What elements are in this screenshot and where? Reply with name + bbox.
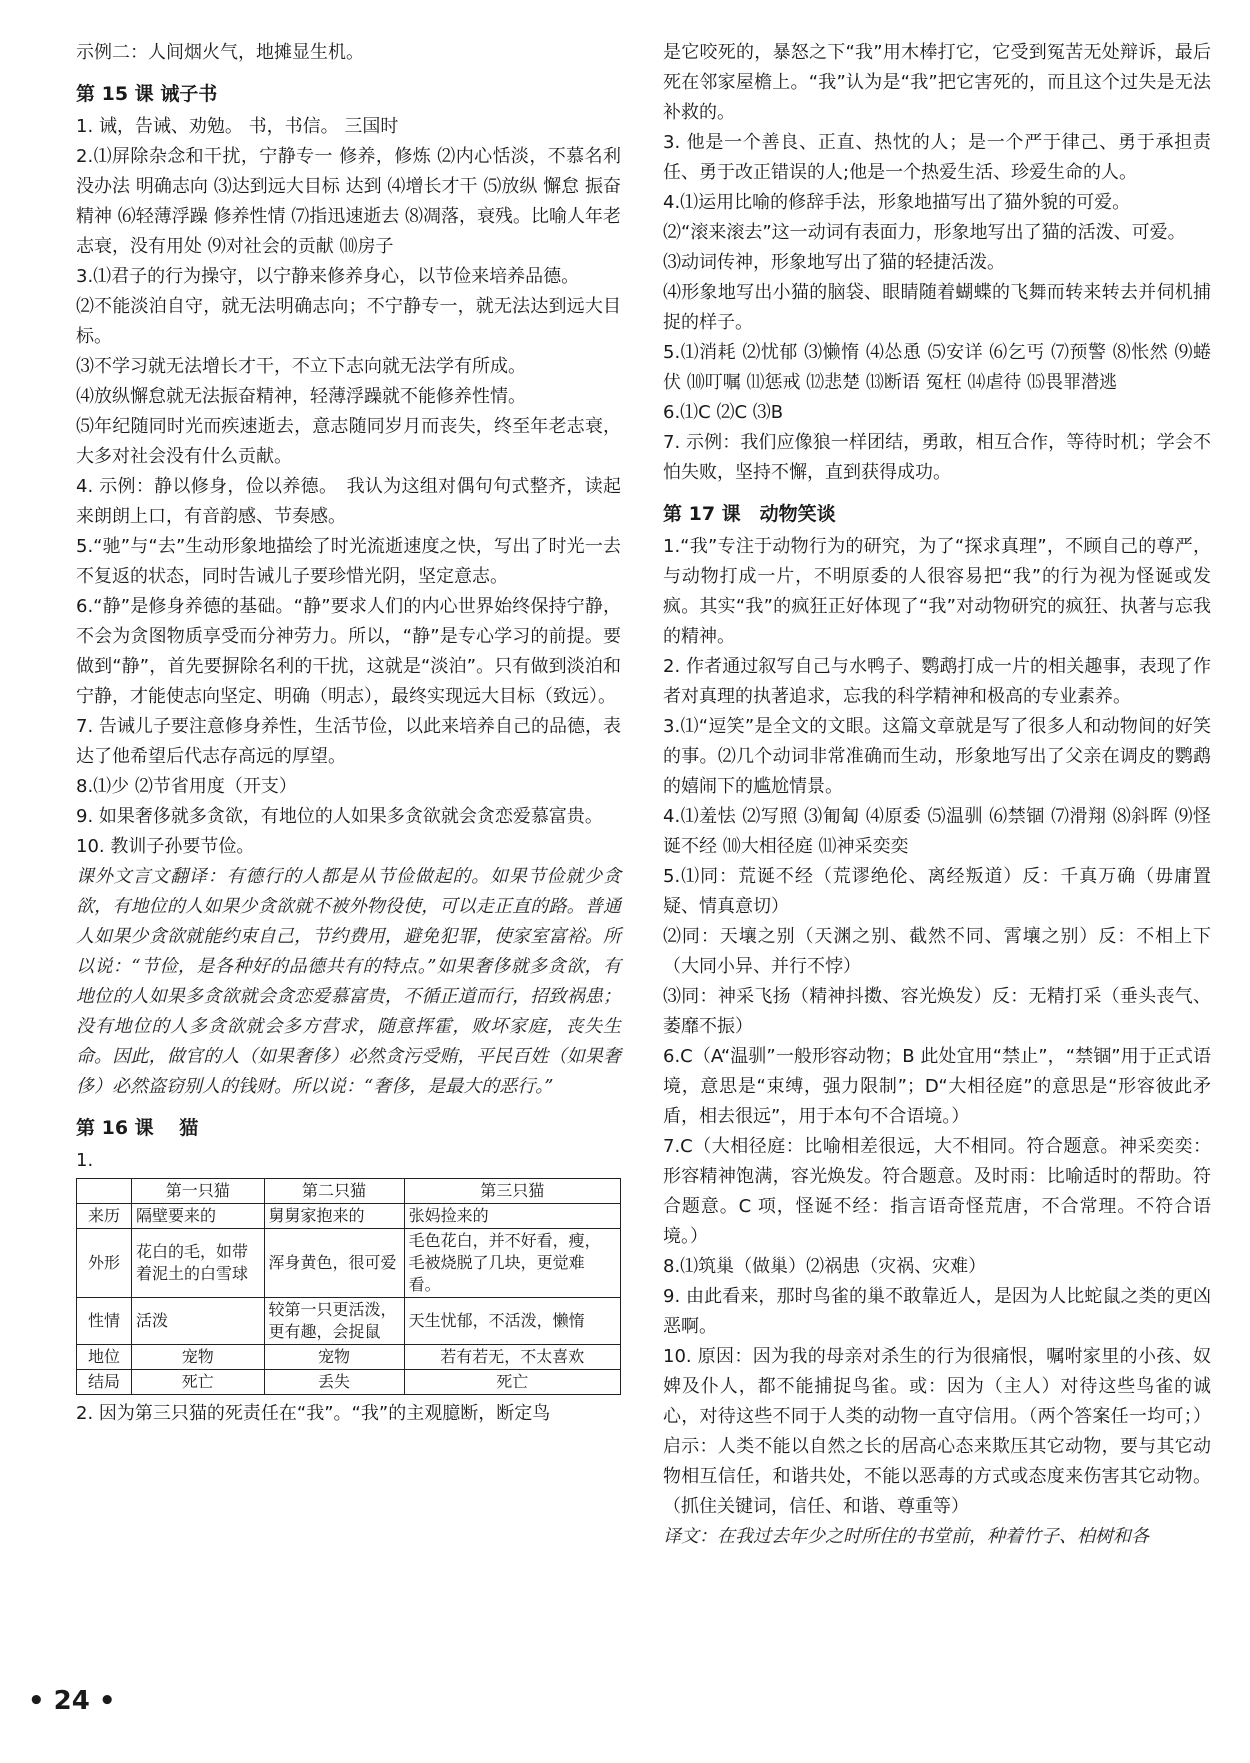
table-cell: 毛色花白，并不好看，瘦，毛被烧脱了几块，更觉难看。 xyxy=(404,1229,620,1298)
answer: 7.C（大相径庭：比喻相差很远，大不相同。符合题意。神采奕奕：形容精神饱满，容光焕发。符合题意。及时雨：比喻适时的帮助。符合题意。C 项，怪诞不经：指言语奇怪荒唐，不合常理。不符合语境。） xyxy=(663,1136,1211,1247)
table-cell: 较第一只更活泼，更有趣，会捉鼠 xyxy=(264,1298,404,1345)
answer: 6.C（A“温驯”一般形容动物；B 此处宜用“禁止”，“禁锢”用于正式语境，意思是“束缚，强力限制”；D“大相径庭”的意思是“形容彼此矛盾，相去很远”，用于本句不合语境。） xyxy=(663,1046,1211,1127)
answer: ⑸年纪随同时光而疾速逝去，意志随同岁月而丧失，终至年老志衰，大多对社会没有什么贡献。 xyxy=(76,416,621,467)
table-header: 第三只猫 xyxy=(404,1179,620,1204)
answer: 6.“静”是修身养德的基础。“静”要求人们的内心世界始终保持宁静，不会为贪图物质享受而分神劳力。所以，“静”是专心学习的前提。要做到“静”，首先要摒除名利的干扰，这就是“淡泊”。只有做到淡泊和宁静，才能使志向坚定、明确（明志），最终实现远大目标（致远）。 xyxy=(76,596,621,707)
answer: 9. 由此看来，那时鸟雀的巢不敢靠近人，是因为人比蛇鼠之类的更凶恶啊。 xyxy=(663,1286,1211,1337)
answer: 4.⑴羞怯 ⑵写照 ⑶匍匐 ⑷原委 ⑸温驯 ⑹禁锢 ⑺滑翔 ⑻斜晖 ⑼怪诞不经 ⑽大相径庭 ⑾神采奕奕 xyxy=(663,806,1211,857)
table-cell: 来历 xyxy=(77,1204,132,1229)
answer: 1.“我”专注于动物行为的研究，为了“探求真理”，不顾自己的尊严，与动物打成一片，不明原委的人很容易把“我”的行为视为怪诞或发疯。其实“我”的疯狂正好体现了“我”对动物研究的疯狂、执著与忘我的精神。 xyxy=(663,536,1211,647)
answer: 2.⑴屏除杂念和干扰，宁静专一 修养，修炼 ⑵内心恬淡，不慕名利 没办法 明确志向 ⑶达到远大目标 达到 ⑷增长才干 ⑸放纵 懈怠 振奋精神 ⑹轻薄浮躁 修养性情 ⑺指迅速逝去 ⑻凋落，衰残。比喻人年老志衰，没有用处 ⑼对社会的贡献 ⑽房子 xyxy=(76,146,621,257)
answer: ⑵不能淡泊自守，就无法明确志向；不宁静专一，就无法达到远大目标。 xyxy=(76,296,621,347)
answer: 8.⑴筑巢（做巢）⑵祸患（灾祸、灾难） xyxy=(663,1256,987,1277)
table-cell: 若有若无，不太喜欢 xyxy=(404,1345,620,1370)
table-cell: 死亡 xyxy=(404,1370,620,1395)
table-cell: 外形 xyxy=(77,1229,132,1298)
table-cell: 死亡 xyxy=(132,1370,265,1395)
answer: 1. 诫，告诫、劝勉。 书，书信。 三国时 xyxy=(76,116,399,137)
table-cell: 隔壁要来的 xyxy=(132,1204,265,1229)
cats-comparison-table xyxy=(76,1178,621,1395)
answer-continued: 是它咬死的，暴怒之下“我”用木棒打它，它受到冤苦无处辩诉，最后死在邻家屋檐上。“我”认为是“我”把它害死的，而且这个过失是无法补救的。 xyxy=(663,42,1211,123)
table-row xyxy=(77,1370,621,1395)
answer: 2. 作者通过叙写自己与水鸭子、鹦鹉打成一片的相关趣事，表现了作者对真理的执著追求，忘我的科学精神和极高的专业素养。 xyxy=(663,656,1211,707)
table-cell: 丢失 xyxy=(264,1370,404,1395)
table-row xyxy=(77,1298,621,1345)
answer: 10. 教训子孙要节俭。 xyxy=(76,836,255,857)
answer: 3.⑴“逗笑”是全文的文眼。这篇文章就是写了很多人和动物间的好笑的事。⑵几个动词非常准确而生动，形象地写出了父亲在调皮的鹦鹉的嬉闹下的尴尬情景。 xyxy=(663,716,1211,797)
answer: ⑷形象地写出小猫的脑袋、眼睛随着蝴蝶的飞舞而转来转去并伺机捕捉的样子。 xyxy=(663,282,1211,333)
answer: ⑶动词传神，形象地写出了猫的轻捷活泼。 xyxy=(663,252,1005,273)
answer: 7. 示例：我们应像狼一样团结，勇敢，相互合作，等待时机；学会不怕失败，坚持不懈，直到获得成功。 xyxy=(663,432,1211,483)
table-cell: 宠物 xyxy=(132,1345,265,1370)
table-cell: 宠物 xyxy=(264,1345,404,1370)
lesson-15-title: 第 15 课 诫子书 xyxy=(76,83,218,105)
lesson-16-title: 第 16 课 猫 xyxy=(76,1117,199,1139)
page-number: • 24 • xyxy=(28,1686,116,1716)
answer: 5.⑴同：荒诞不经（荒谬绝伦、离经叛道）反：千真万确（毋庸置疑、情真意切） xyxy=(663,866,1211,917)
answer: 5.“驰”与“去”生动形象地描绘了时光流逝速度之快，写出了时光一去不复返的状态，同时告诫儿子要珍惜光阴，坚定意志。 xyxy=(76,536,621,587)
lesson-17-title: 第 17 课 动物笑谈 xyxy=(663,503,836,525)
table-cell: 花白的毛，如带着泥土的白雪球 xyxy=(132,1229,265,1298)
table-cell: 浑身黄色，很可爱 xyxy=(264,1229,404,1298)
left-column xyxy=(76,38,621,1429)
table-header: 第二只猫 xyxy=(264,1179,404,1204)
classical-translation: 课外文言文翻译：有德行的人都是从节俭做起的。如果节俭就少贪欲，有地位的人如果少贪欲就不被外物役使，可以走正直的路。普通人如果少贪欲就能约束自己，节约费用，避免犯罪，使家室富裕。所以说：“节俭，是各种好的品德共有的特点。”如果奢侈就多贪欲，有地位的人如果多贪欲就会贪恋爱慕富贵，不循正道而行，招致祸患；没有地位的人多贪欲就会多方营求，随意挥霍，败坏家庭，丧失生命。因此，做官的人（如果奢侈）必然贪污受贿，平民百姓（如果奢侈）必然盗窃别人的钱财。所以说：“奢侈，是最大的恶行。” xyxy=(76,866,621,1097)
answer: ⑶不学习就无法增长才干，不立下志向就无法学有所成。 xyxy=(76,356,526,377)
answer: 6.⑴C ⑵C ⑶B xyxy=(663,402,784,423)
answer: ⑷放纵懈怠就无法振奋精神，轻薄浮躁就不能修养性情。 xyxy=(76,386,526,407)
answer: ⑶同：神采飞扬（精神抖擞、容光焕发）反：无精打采（垂头丧气、萎靡不振） xyxy=(663,986,1211,1037)
table-cell: 结局 xyxy=(77,1370,132,1395)
example-two: 示例二：人间烟火气，地摊显生机。 xyxy=(76,42,364,63)
table-header: 第一只猫 xyxy=(132,1179,265,1204)
table-header-row xyxy=(77,1179,621,1204)
answer: ⑵同：天壤之别（天渊之别、截然不同、霄壤之别）反：不相上下（大同小异、并行不悖） xyxy=(663,926,1211,977)
table-header xyxy=(77,1179,132,1204)
table-cell: 张妈捡来的 xyxy=(404,1204,620,1229)
table-cell: 活泼 xyxy=(132,1298,265,1345)
table-cell: 天生忧郁，不活泼，懒惰 xyxy=(404,1298,620,1345)
table-cell: 地位 xyxy=(77,1345,132,1370)
translation-start: 译文：在我过去年少之时所住的书堂前，种着竹子、柏树和各 xyxy=(663,1526,1149,1547)
answer: 4.⑴运用比喻的修辞手法，形象地描写出了猫外貌的可爱。 xyxy=(663,192,1131,213)
answer: 10. 原因：因为我的母亲对杀生的行为很痛恨，嘱咐家里的小孩、奴婢及仆人，都不能捕捉鸟雀。或：因为（主人）对待这些鸟雀的诚心，对待这些不同于人类的动物一直守信用。（两个答案任一均可；）启示：人类不能以自然之长的居高心态来欺压其它动物，要与其它动物相互信任，和谐共处，不能以恶毒的方式或态度来伤害其它动物。（抓住关键词，信任、和谐、尊重等） xyxy=(663,1346,1211,1517)
table-row xyxy=(77,1204,621,1229)
answer: 3.⑴君子的行为操守，以宁静来修养身心，以节俭来培养品德。 xyxy=(76,266,580,287)
table-cell: 舅舅家抱来的 xyxy=(264,1204,404,1229)
right-column xyxy=(663,38,1211,1552)
question-number: 1. xyxy=(76,1150,94,1171)
answer: 4. 示例：静以修身，俭以养德。 我认为这组对偶句句式整齐，读起来朗朗上口，有音韵感、节奏感。 xyxy=(76,476,621,527)
answer: ⑵“滚来滚去”这一动词有表面力，形象地写出了猫的活泼、可爱。 xyxy=(663,222,1186,243)
answer: 3. 他是一个善良、正直、热忱的人；是一个严于律己、勇于承担责任、勇于改正错误的人;他是一个热爱生活、珍爱生命的人。 xyxy=(663,132,1211,183)
answer: 5.⑴消耗 ⑵忧郁 ⑶懒惰 ⑷怂恿 ⑸安详 ⑹乞丐 ⑺预警 ⑻怅然 ⑼蜷伏 ⑽叮嘱 ⑾惩戒 ⑿悲楚 ⒀断语 冤枉 ⒁虐待 ⒂畏罪潜逃 xyxy=(663,342,1211,393)
table-row xyxy=(77,1229,621,1298)
answer: 7. 告诫儿子要注意修身养性，生活节俭，以此来培养自己的品德，表达了他希望后代志存高远的厚望。 xyxy=(76,716,621,767)
answer: 9. 如果奢侈就多贪欲，有地位的人如果多贪欲就会贪恋爱慕富贵。 xyxy=(76,806,603,827)
answer: 8.⑴少 ⑵节省用度（开支） xyxy=(76,776,297,797)
answer: 2. 因为第三只猫的死责任在“我”。“我”的主观臆断，断定鸟 xyxy=(76,1403,551,1424)
table-row xyxy=(77,1345,621,1370)
table-cell: 性情 xyxy=(77,1298,132,1345)
